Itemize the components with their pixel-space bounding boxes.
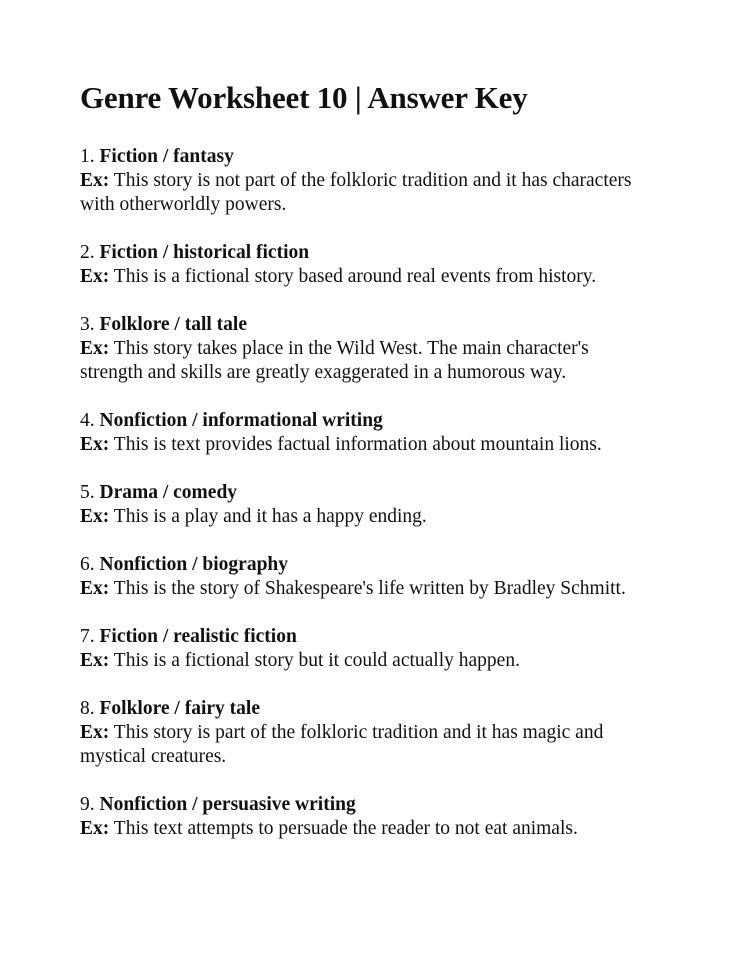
explanation-line xyxy=(80,577,700,601)
answer-heading xyxy=(80,313,700,337)
explanation-line xyxy=(80,433,700,457)
explanation-line xyxy=(80,745,700,769)
explanation-line xyxy=(80,649,700,673)
explanation-line xyxy=(80,337,700,361)
answer-heading xyxy=(80,241,700,265)
answer-heading xyxy=(80,481,700,505)
genre-answer: Fiction / historical fiction xyxy=(99,242,310,263)
genre-answer: Nonfiction / biography xyxy=(99,554,289,575)
item-number: 4. xyxy=(80,410,95,431)
explanation-text: This is text provides factual information about mountain lions. xyxy=(113,434,602,455)
answer-item xyxy=(80,145,700,217)
item-number: 7. xyxy=(80,626,95,647)
ex-label: Ex: xyxy=(80,170,110,191)
item-number: 3. xyxy=(80,314,95,335)
answer-item xyxy=(80,625,700,673)
genre-answer: Folklore / fairy tale xyxy=(99,698,260,719)
explanation-text: mystical creatures. xyxy=(80,746,227,767)
answer-heading xyxy=(80,145,700,169)
explanation-line xyxy=(80,169,700,193)
answer-heading xyxy=(80,409,700,433)
explanation-line xyxy=(80,193,700,217)
item-number: 6. xyxy=(80,554,95,575)
item-number: 2. xyxy=(80,242,95,263)
ex-label: Ex: xyxy=(80,650,110,671)
answer-item xyxy=(80,313,700,385)
explanation-text: This story is part of the folkloric tradition and it has magic and xyxy=(113,722,604,743)
item-number: 5. xyxy=(80,482,95,503)
answer-heading xyxy=(80,625,700,649)
explanation-line xyxy=(80,361,700,385)
answer-list xyxy=(80,145,700,865)
item-number: 1. xyxy=(80,146,95,167)
answer-heading xyxy=(80,553,700,577)
ex-label: Ex: xyxy=(80,722,110,743)
explanation-text: This story takes place in the Wild West. The main character's xyxy=(113,338,589,359)
answer-item xyxy=(80,553,700,601)
answer-item xyxy=(80,241,700,289)
answer-item xyxy=(80,793,700,841)
explanation-text: This is a play and it has a happy ending. xyxy=(113,506,427,527)
explanation-text: This is the story of Shakespeare's life written by Bradley Schmitt. xyxy=(113,578,626,599)
genre-answer: Nonfiction / informational writing xyxy=(99,410,383,431)
ex-label: Ex: xyxy=(80,434,110,455)
ex-label: Ex: xyxy=(80,818,110,839)
explanation-text: with otherworldly powers. xyxy=(80,194,287,215)
explanation-text: This story is not part of the folkloric tradition and it has characters xyxy=(113,170,632,191)
genre-answer: Fiction / fantasy xyxy=(99,146,234,167)
explanation-text: This text attempts to persuade the reader to not eat animals. xyxy=(113,818,578,839)
item-number: 8. xyxy=(80,698,95,719)
explanation-text: This is a fictional story but it could actually happen. xyxy=(113,650,520,671)
explanation-text: strength and skills are greatly exaggerated in a humorous way. xyxy=(80,362,567,383)
explanation-line xyxy=(80,505,700,529)
answer-item xyxy=(80,697,700,769)
answer-item xyxy=(80,481,700,529)
ex-label: Ex: xyxy=(80,266,110,287)
genre-answer: Nonfiction / persuasive writing xyxy=(99,794,356,815)
ex-label: Ex: xyxy=(80,506,110,527)
genre-answer: Drama / comedy xyxy=(99,482,238,503)
item-number: 9. xyxy=(80,794,95,815)
ex-label: Ex: xyxy=(80,578,110,599)
answer-heading xyxy=(80,697,700,721)
explanation-line xyxy=(80,721,700,745)
explanation-text: This is a fictional story based around real events from history. xyxy=(113,266,597,287)
explanation-line xyxy=(80,265,700,289)
genre-answer: Fiction / realistic fiction xyxy=(99,626,297,647)
answer-item xyxy=(80,409,700,457)
explanation-line xyxy=(80,817,700,841)
genre-answer: Folklore / tall tale xyxy=(99,314,247,335)
answer-heading xyxy=(80,793,700,817)
ex-label: Ex: xyxy=(80,338,110,359)
page-title: Genre Worksheet 10 | Answer Key xyxy=(80,80,528,115)
